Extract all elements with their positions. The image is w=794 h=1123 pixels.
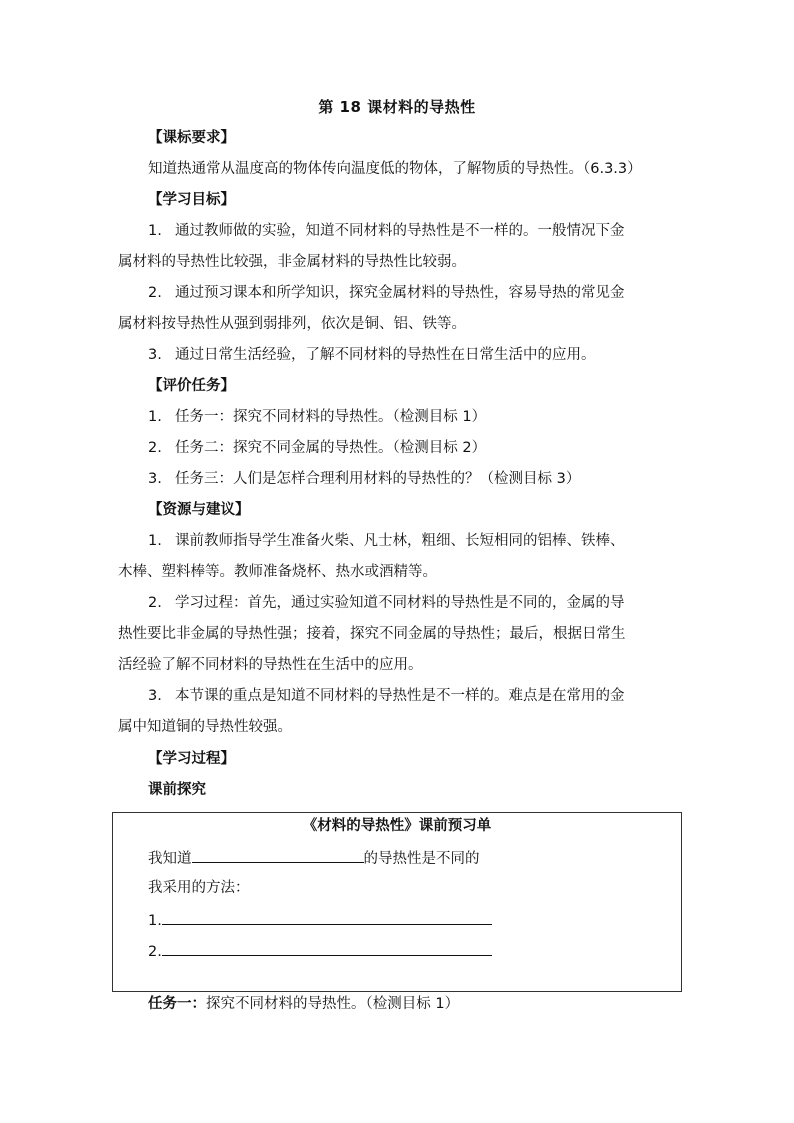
objective-item-number: 1. <box>148 223 162 239</box>
evaluation-item-text: 任务三：人们是怎样合理利用材料的导热性的？（检测目标 3） <box>175 471 581 487</box>
resource-item-text: 学习过程：首先，通过实验知道不同材料的导热性是不同的，金属的导 <box>175 595 625 611</box>
evaluation-item-text: 任务一：探究不同材料的导热性。（检测目标 1） <box>175 409 487 425</box>
objective-item-1-continued: 属材料的导热性比较强，非金属材料的导热性比较弱。 <box>118 254 466 270</box>
preview-sheet-title: 《材料的导热性》课前预习单 <box>302 818 492 834</box>
objectives-heading: 【学习目标】 <box>148 192 235 208</box>
evaluation-item-2 <box>148 437 486 459</box>
preview-item-number: 1. <box>148 913 162 929</box>
resource-item-text: 本节课的重点是知道不同材料的导热性是不一样的。难点是在常用的金 <box>175 688 625 704</box>
resource-item-3-continued: 属中知道铜的导热性较强。 <box>118 719 292 735</box>
objective-item-1 <box>148 220 625 242</box>
preview-line-suffix: 的导热性是不同的 <box>363 851 480 867</box>
evaluation-item-1 <box>148 406 486 428</box>
objective-item-number: 2. <box>148 285 162 301</box>
resource-item-2-continued: 热性要比非金属的导热性强；接着，探究不同金属的导热性；最后，根据日常生 <box>118 626 626 642</box>
task1-line <box>148 993 459 1015</box>
resource-item-number: 2. <box>148 595 162 611</box>
resource-item-3 <box>148 685 625 707</box>
preview-line-prefix: 我知道 <box>148 851 192 867</box>
objective-item-number: 3. <box>148 347 162 363</box>
resource-item-text: 课前教师指导学生准备火柴、凡士林，粗细、长短相同的铝棒、铁棒、 <box>175 533 625 549</box>
resources-heading: 【资源与建议】 <box>148 502 250 518</box>
page-title: 第 18 课材料的导热性 <box>318 98 476 116</box>
objective-item-text: 通过预习课本和所学知识，探究金属材料的导热性，容易导热的常见金 <box>175 285 625 301</box>
preview-sheet-line-2: 我采用的方法： <box>148 880 250 896</box>
fill-in-blank[interactable] <box>162 939 492 956</box>
curriculum-text: 知道热通常从温度高的物体传向温度低的物体，了解物质的导热性。（6.3.3） <box>148 161 642 177</box>
evaluation-item-number: 3. <box>148 471 162 487</box>
evaluation-heading: 【评价任务】 <box>148 378 235 394</box>
evaluation-item-text: 任务二：探究不同金属的导热性。（检测目标 2） <box>175 440 487 456</box>
resource-item-1-continued: 木棒、塑料棒等。教师准备烧杯、热水或酒精等。 <box>118 564 437 580</box>
process-subheading: 课前探究 <box>148 782 206 798</box>
fill-in-blank[interactable] <box>192 846 364 863</box>
task1-label: 任务一： <box>148 996 206 1012</box>
resource-item-2-continued-2: 活经验了解不同材料的导热性在生活中的应用。 <box>118 657 423 673</box>
preview-sheet-item-2 <box>148 939 492 963</box>
objective-item-2 <box>148 282 625 304</box>
resource-item-1 <box>148 530 625 552</box>
preview-sheet-item-1 <box>148 908 492 932</box>
objective-item-3 <box>148 344 596 366</box>
evaluation-item-3 <box>148 468 580 490</box>
resource-item-number: 3. <box>148 688 162 704</box>
process-heading: 【学习过程】 <box>148 751 235 767</box>
task1-text: 探究不同材料的导热性。（检测目标 1） <box>206 996 460 1012</box>
resource-item-2 <box>148 592 625 614</box>
curriculum-heading: 【课标要求】 <box>148 130 235 146</box>
fill-in-blank[interactable] <box>162 908 492 925</box>
resource-item-number: 1. <box>148 533 162 549</box>
evaluation-item-number: 1. <box>148 409 162 425</box>
objective-item-text: 通过教师做的实验，知道不同材料的导热性是不一样的。一般情况下金 <box>175 223 625 239</box>
preview-sheet-box <box>112 812 682 992</box>
preview-item-number: 2. <box>148 944 162 960</box>
objective-item-text: 通过日常生活经验，了解不同材料的导热性在日常生活中的应用。 <box>175 347 596 363</box>
evaluation-item-number: 2. <box>148 440 162 456</box>
preview-sheet-line-1 <box>148 846 480 870</box>
objective-item-2-continued: 属材料按导热性从强到弱排列，依次是铜、铝、铁等。 <box>118 316 466 332</box>
